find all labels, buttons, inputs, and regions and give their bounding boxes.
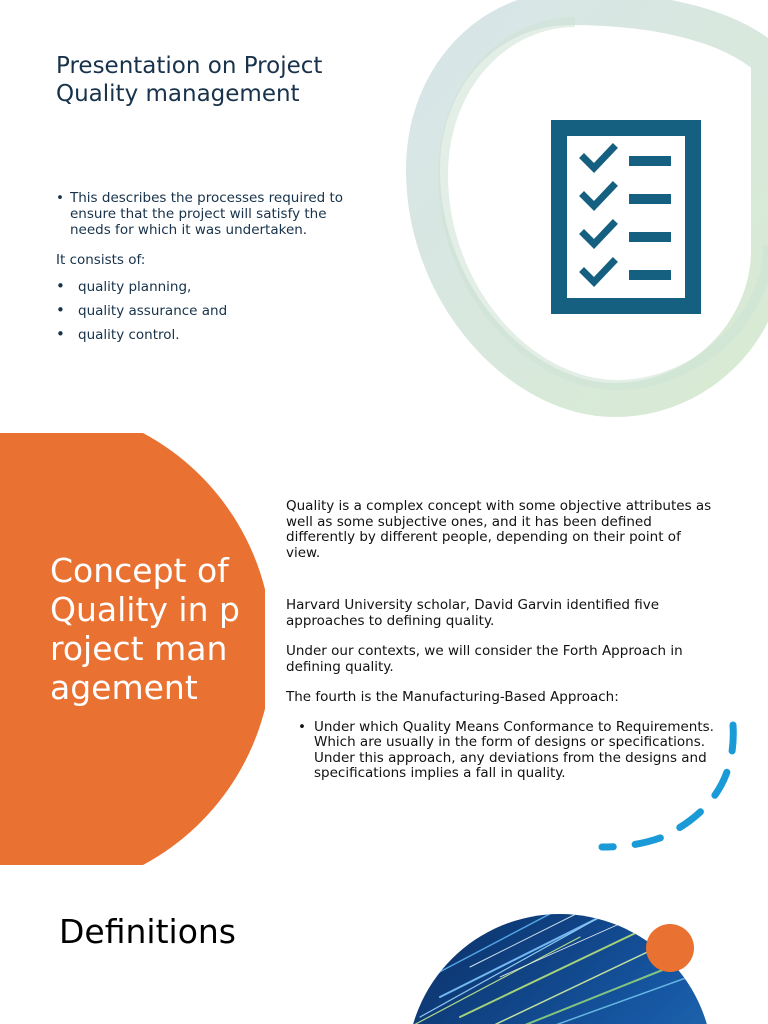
component-list (56, 278, 366, 350)
paragraph: Under our contexts, we will consider the Forth Approach in defining quality. (286, 643, 683, 675)
page-title: Presentation on Project Quality management (56, 53, 323, 107)
dashed-arc (590, 713, 750, 853)
list-item: • quality planning, (56, 277, 192, 295)
slide-1-body (56, 190, 366, 350)
orange-dot (646, 924, 694, 972)
description-text: This describes the processes required to ensure that the project will satisfy the needs for which it was undertaken. (70, 190, 344, 238)
section-title: Definitions (59, 912, 236, 951)
list-item: • quality control. (56, 325, 180, 343)
description (56, 190, 366, 238)
slide-1 (0, 0, 768, 425)
checklist-icon (551, 120, 701, 314)
bullet-dot: • (298, 718, 306, 735)
paragraph: Harvard University scholar, David Garvin identified five approaches to defining quality. (286, 597, 660, 629)
bullet-text: Under which Quality Means Conformance to Requirements. Which are usually in the form of designs or specifications. Under this approach, any deviations from the designs and specifications implies a fall in quality. (314, 718, 714, 781)
paragraph: The fourth is the Manufacturing-Based Approach: (286, 689, 619, 705)
slide-2 (0, 433, 768, 865)
list-item: • quality assurance and (56, 301, 228, 319)
bullet-dot: • (56, 190, 64, 206)
slide-3 (0, 877, 768, 1024)
section-title: Concept of Quality in project management (50, 551, 240, 707)
planet-image (400, 907, 730, 1024)
consists-label: It consists of: (56, 252, 146, 268)
paragraph: Quality is a complex concept with some objective attributes as well as some subjective ones, and it has been defined differently by different people, depending on their point of view. (286, 498, 712, 561)
